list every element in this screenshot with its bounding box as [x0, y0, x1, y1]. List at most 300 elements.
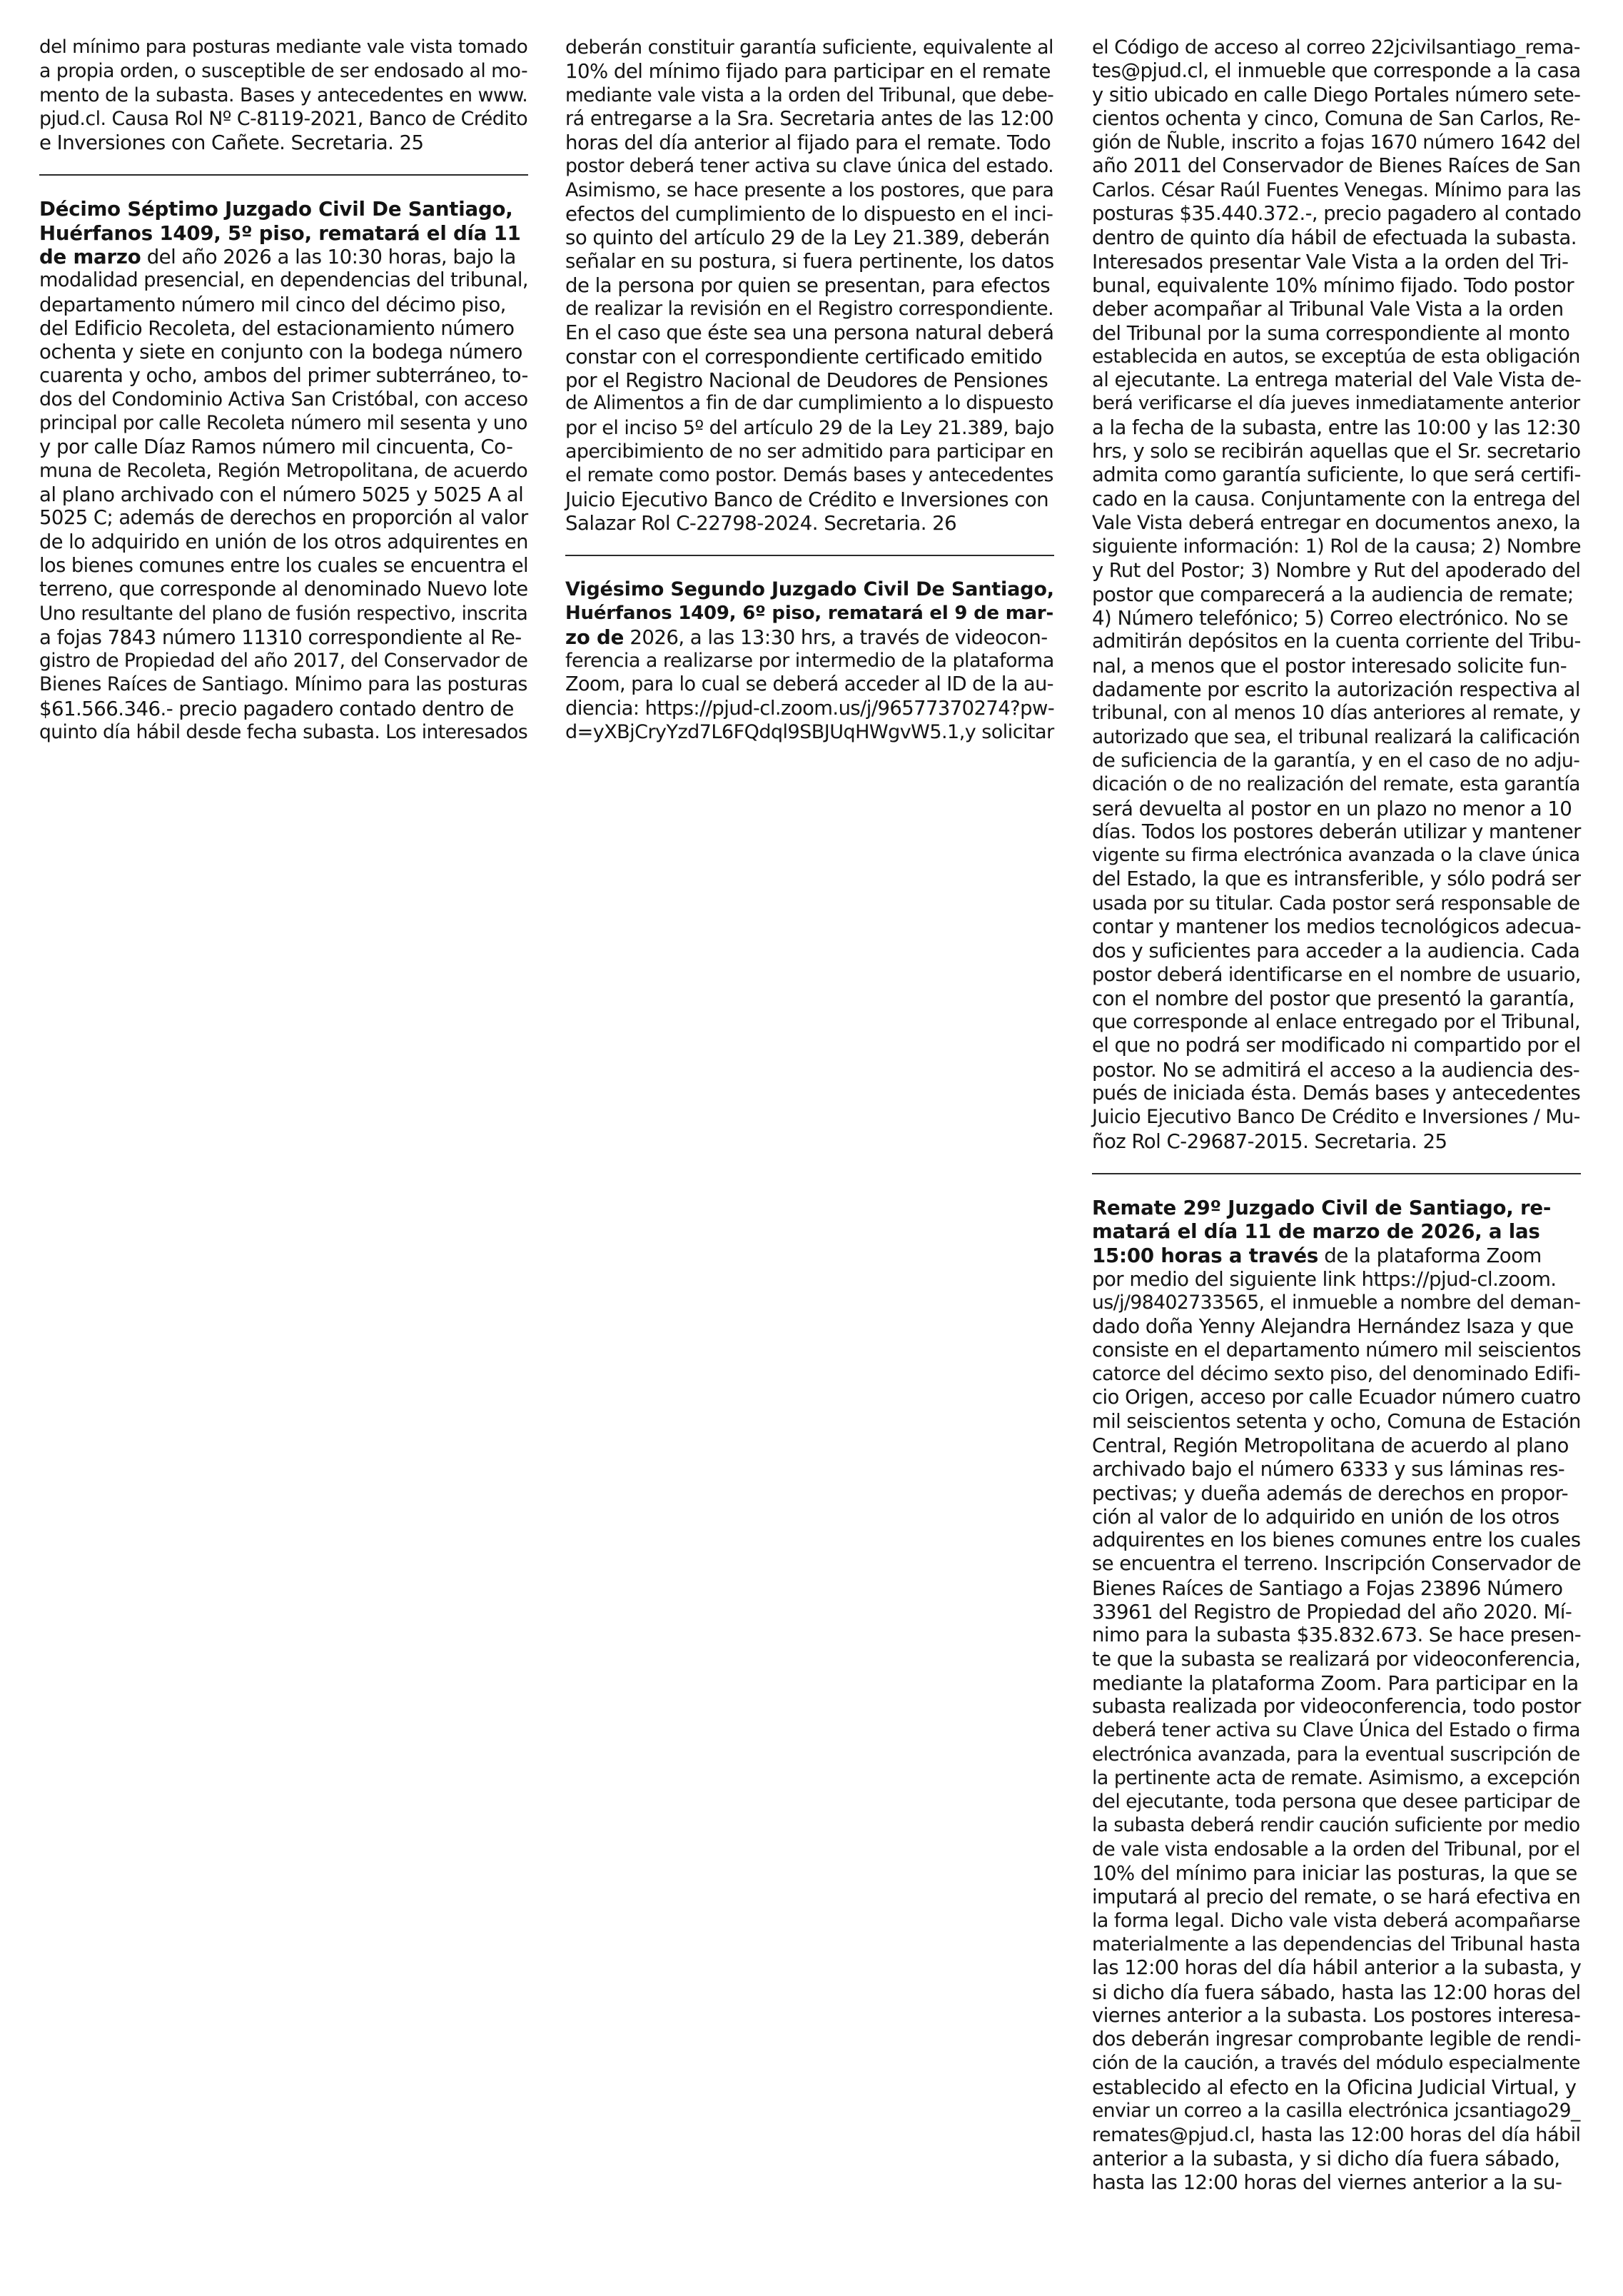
body-text: muna de Recoleta, Región Metropolitana, de acuerdo: [39, 459, 528, 482]
text-line: [1092, 2004, 1581, 2028]
body-text: pués de iniciada ésta. Demás bases y antecedentes: [1092, 1082, 1581, 1105]
body-text: us/j/98402733565, el inmueble a nombre del deman-: [1092, 1292, 1581, 1314]
body-text: mediante vale vista a la orden del Tribunal, que debe-: [565, 84, 1054, 106]
text-line: [1092, 1600, 1581, 1623]
text-line: [1092, 1505, 1581, 1529]
text-line: [39, 293, 528, 316]
body-text: pjud.cl. Causa Rol Nº C-8119-2021, Banco de Crédito: [39, 107, 528, 130]
body-text: mento de la subasta. Bases y antecedentes en www.: [39, 84, 528, 106]
body-text: Bienes Raíces de Santiago. Mínimo para las posturas: [39, 673, 527, 696]
legal-notice: [565, 36, 1054, 535]
body-text: nimo para la subasta $35.832.673. Se hace presen-: [1092, 1623, 1582, 1647]
body-text: adquirentes en los bienes comunes entre los cuales: [1092, 1529, 1581, 1552]
body-text: será devuelta al postor en un plazo no menor a 10: [1092, 796, 1572, 820]
column-middle: [565, 36, 1054, 744]
body-text: posturas $35.440.372.-, precio pagadero al contado: [1092, 203, 1582, 226]
body-text: el remate como postor. Demás bases y antecedentes: [565, 464, 1053, 487]
body-text: señalar en su postura, si fuera pertinente, los datos: [565, 249, 1054, 273]
text-line: [565, 250, 1054, 273]
text-line: [39, 131, 528, 154]
body-text: anterior a la subasta, y si dicho día fuera sábado,: [1092, 2146, 1560, 2170]
body-text: dicación o de no realización del remate, esta garantía: [1092, 773, 1580, 796]
body-text: la subasta deberá rendir caución suficiente por medio: [1092, 1814, 1580, 1836]
body-text: viernes anterior a la subasta. Los postores interesa-: [1092, 2004, 1581, 2028]
text-line: [39, 625, 528, 649]
text-line: [1092, 1695, 1581, 1718]
body-text: del mínimo para posturas mediante vale vista tomado: [39, 36, 528, 58]
text-line: [1092, 1909, 1581, 1933]
text-line: [1092, 1267, 1581, 1291]
body-text: Vale Vista deberá entregar en documentos anexo, la: [1092, 511, 1581, 534]
text-line: [39, 459, 528, 483]
body-text: de suficiencia de la garantía, y en el caso de no adju-: [1092, 749, 1580, 772]
text-line: [565, 368, 1054, 392]
body-text: dentro de quinto día hábil de efectuada la subasta.: [1092, 226, 1577, 250]
text-line: [1092, 559, 1581, 583]
body-text: ochenta y siete en conjunto con la bodega número: [39, 340, 522, 364]
text-line: [1092, 1034, 1581, 1057]
text-line: [1092, 678, 1581, 701]
text-line: [565, 440, 1054, 463]
body-text: de lo adquirido en unión de los otros adquirentes en: [39, 530, 528, 553]
text-line: [565, 226, 1054, 249]
body-text: dos y suficientes para acceder a la audiencia. Cada: [1092, 939, 1580, 963]
body-text: vigente su firma electrónica avanzada o la clave única: [1092, 845, 1580, 867]
body-text: nal, a menos que el postor interesado solicite fun-: [1092, 653, 1567, 678]
body-text: y sitio ubicado en calle Diego Portales número sete-: [1092, 84, 1581, 106]
text-line: [39, 59, 528, 83]
text-line: [1092, 987, 1581, 1010]
text-line: [1092, 2028, 1581, 2051]
text-line: [565, 416, 1054, 440]
text-line: [1092, 321, 1581, 345]
legal-notice: [39, 197, 528, 744]
text-line: [1092, 915, 1581, 939]
text-line: [39, 483, 528, 506]
text-line: [1092, 416, 1581, 440]
body-text: dos del Condominio Activa San Cristóbal, con acceso: [39, 388, 528, 411]
notice-heading-text: zo de: [565, 625, 625, 649]
body-text: por el inciso 5º del artículo 29 de la Ley 21.389, bajo: [565, 416, 1054, 439]
text-line: [1092, 1196, 1581, 1219]
body-text: mil seiscientos setenta y ocho, Comuna de Estación: [1092, 1410, 1581, 1433]
text-line: [1092, 2099, 1581, 2123]
body-text: el que no podrá ser modificado ni compartido por el: [1092, 1034, 1581, 1057]
text-line: [1092, 463, 1581, 487]
text-line: [39, 435, 528, 458]
body-text: de realizar la revisión en el Registro correspondiente.: [565, 298, 1054, 321]
body-text: al plano archivado con el número 5025 y 5025 A al: [39, 483, 524, 507]
text-line: [1092, 368, 1581, 392]
text-line: [39, 554, 528, 578]
text-line: [565, 107, 1054, 131]
legal-notice: [1092, 1196, 1581, 2194]
text-line: [565, 131, 1054, 154]
text-line: [39, 388, 528, 411]
body-text: 5025 C; además de derechos en proporción al valor: [39, 506, 528, 530]
body-text: y Rut del Postor; 3) Nombre y Rut del apoderado del: [1092, 559, 1581, 582]
body-text: apercibimiento de no ser admitido para participar en: [565, 440, 1054, 463]
text-line: [1092, 749, 1581, 772]
body-text: diencia: https://pjud-cl.zoom.us/j/96577370274?pw-: [565, 697, 1055, 720]
body-text: postor deberá tener activa su clave única del estado.: [565, 155, 1054, 178]
body-text: admita como garantía suficiente, lo que será certifi-: [1092, 464, 1581, 487]
body-text: catorce del décimo sexto piso, del denominado Edifi-: [1092, 1363, 1581, 1386]
text-line: [1092, 1058, 1581, 1082]
text-line: [1092, 1576, 1581, 1600]
text-line: [1092, 1244, 1581, 1267]
text-line: [1092, 606, 1581, 630]
text-line: [565, 649, 1054, 673]
text-line: [565, 602, 1054, 625]
body-text: rá entregarse a la Sra. Secretaria antes de las 12:00: [565, 107, 1054, 130]
body-text: hasta las 12:00 horas del viernes anterior a la su-: [1092, 2170, 1562, 2195]
body-text: cio Origen, acceso por calle Ecuador número cuatro: [1092, 1386, 1581, 1409]
text-line: [1092, 772, 1581, 796]
text-line: [39, 84, 528, 107]
body-text: y por calle Díaz Ramos número mil cincuenta, Co-: [39, 435, 513, 459]
text-line: [1092, 1410, 1581, 1434]
text-line: [39, 36, 528, 59]
column-right: [1092, 36, 1581, 2194]
text-line: [1092, 844, 1581, 867]
legal-notice: [565, 578, 1054, 744]
text-line: [565, 297, 1054, 321]
text-line: [1092, 392, 1581, 416]
body-text: $61.566.346.- precio pagadero contado dentro de: [39, 696, 514, 720]
text-line: [1092, 1386, 1581, 1409]
text-line: [39, 506, 528, 530]
body-text: te que la subasta se realizará por videoconferencia,: [1092, 1647, 1581, 1671]
text-line: [39, 316, 528, 340]
text-line: [1092, 820, 1581, 844]
notice-heading-text: Huérfanos 1409, 5º piso, rematará el día 11: [39, 221, 521, 245]
text-line: [565, 154, 1054, 178]
text-line: [1092, 84, 1581, 107]
text-line: [1092, 535, 1581, 558]
body-text: de vale vista endosable a la orden del Tribunal, por el: [1092, 1838, 1580, 1861]
text-line: [565, 36, 1054, 59]
body-text: gistro de Propiedad del año 2017, del Conservador de: [39, 650, 528, 673]
body-text: de Alimentos a fin de dar cumplimiento a lo dispuesto: [565, 393, 1053, 415]
body-text: Central, Región Metropolitana de acuerdo al plano: [1092, 1433, 1569, 1457]
text-line: [1092, 1885, 1581, 1909]
text-line: [1092, 1434, 1581, 1457]
body-text: pectivas; y dueña además de derechos en propor-: [1092, 1481, 1569, 1505]
body-text: establecida en autos, se exceptúa de esta obligación: [1092, 345, 1580, 368]
text-line: [1092, 867, 1581, 891]
text-line: [1092, 1129, 1581, 1153]
body-text: departamento número mil cinco del décimo piso,: [39, 292, 506, 316]
text-line: [1092, 1766, 1581, 1790]
body-text: materialmente a las dependencias del Tribunal hasta: [1092, 1933, 1581, 1956]
body-text: por el Registro Nacional de Deudores de Pensiones: [565, 368, 1048, 393]
text-line: [39, 697, 528, 720]
body-text: con el nombre del postor que presentó la garantía,: [1092, 986, 1574, 1010]
text-line: [1092, 107, 1581, 131]
body-text: remates@pjud.cl, hasta las 12:00 horas del día hábil: [1092, 2123, 1581, 2146]
text-line: [1092, 583, 1581, 606]
text-line: [39, 107, 528, 131]
body-text: del Estado, la que es intransferible, y sólo podrá ser: [1092, 868, 1581, 891]
text-line: [1092, 59, 1581, 83]
text-line: [1092, 1457, 1581, 1481]
body-text: del año 2026 a las 10:30 horas, bajo la: [141, 245, 516, 269]
body-text: Juicio Ejecutivo Banco De Crédito e Inversiones / Mu-: [1092, 1106, 1580, 1129]
text-line: [39, 364, 528, 388]
body-text: constar con el correspondiente certificado emitido: [565, 344, 1043, 368]
body-text: quinto día hábil desde fecha subasta. Los interesados: [39, 721, 528, 744]
text-line: [1092, 131, 1581, 154]
text-line: [39, 649, 528, 673]
body-text: al ejecutante. La entrega material del Vale Vista de-: [1092, 369, 1582, 392]
text-line: [565, 84, 1054, 107]
text-line: [1092, 154, 1581, 178]
body-text: imputará al precio del remate, o se hará efectiva en: [1092, 1885, 1581, 1908]
text-line: [39, 602, 528, 625]
body-text: ción al valor de lo adquirido en unión de los otros: [1092, 1504, 1559, 1529]
legal-notice: [39, 36, 528, 154]
text-line: [39, 720, 528, 744]
body-text: Zoom, para lo cual se deberá acceder al ID de la au-: [565, 673, 1053, 696]
text-line: [565, 321, 1054, 345]
text-line: [1092, 1718, 1581, 1742]
text-line: [1092, 488, 1581, 511]
body-text: admitirán depósitos en la cuenta corriente del Tribu-: [1092, 630, 1581, 653]
body-text: tribunal, con al menos 10 días anteriores al remate, y: [1092, 702, 1581, 725]
text-line: [565, 673, 1054, 696]
body-text: días. Todos los postores deberán utilizar y mantener: [1092, 820, 1581, 843]
text-line: [1092, 892, 1581, 915]
body-text: Carlos. César Raúl Fuentes Venegas. Mínimo para las: [1092, 178, 1581, 201]
text-line: [565, 578, 1054, 601]
body-text: cientos ochenta y cinco, Comuna de San Carlos, Re-: [1092, 107, 1581, 130]
body-text: Interesados presentar Vale Vista a la orden del Tri-: [1092, 249, 1569, 273]
body-text: d=yXBjCryYzd7L6FQdql9SBJUqHWgvW5.1,y solicitar: [565, 721, 1054, 744]
body-text: de la plataforma Zoom: [1318, 1243, 1542, 1267]
body-text: so quinto del artículo 29 de la Ley 21.389, deberán: [565, 226, 1050, 250]
body-text: postor que comparecerá a la audiencia de remate;: [1092, 582, 1574, 606]
notice-divider: [39, 174, 528, 176]
text-line: [39, 221, 528, 245]
body-text: establecido al efecto en la Oficina Judicial Virtual, y: [1092, 2075, 1577, 2099]
body-text: siguiente información: 1) Rol de la causa; 2) Nombre: [1092, 535, 1581, 558]
body-text: bunal, equivalente 10% mínimo fijado. Todo postor: [1092, 273, 1574, 297]
body-text: 33961 del Registro de Propiedad del año 2020. Mí-: [1092, 1600, 1572, 1623]
body-text: dos deberán ingresar comprobante legible de rendi-: [1092, 2028, 1581, 2051]
notice-heading-text: Huérfanos 1409, 6º piso, rematará el 9 de mar-: [565, 602, 1054, 624]
text-line: [1092, 297, 1581, 321]
notice-heading-text: Décimo Séptimo Juzgado Civil De Santiago,: [39, 197, 513, 221]
text-line: [1092, 1933, 1581, 1956]
body-text: que corresponde al enlace entregado por el Tribunal,: [1092, 1011, 1581, 1034]
body-text: 10% del mínimo para iniciar las posturas, la que se: [1092, 1861, 1577, 1885]
body-text: hrs, y solo se recibirán aquellas que el Sr. secretario: [1092, 440, 1581, 463]
body-text: enviar un correo a la casilla electrónica jcsantiago29_: [1092, 2100, 1580, 2123]
text-line: [1092, 1529, 1581, 1552]
body-text: consiste en el departamento número mil seiscientos: [1092, 1339, 1581, 1361]
text-line: [1092, 1010, 1581, 1034]
text-line: [39, 268, 528, 292]
body-text: ción de la caución, a través del módulo especialmente: [1092, 2052, 1580, 2074]
text-line: [1092, 2075, 1581, 2099]
text-line: [1092, 36, 1581, 59]
text-line: [39, 245, 528, 268]
body-text: deber acompañar al Tribunal Vale Vista a la orden: [1092, 297, 1564, 321]
body-text: a fojas 7843 número 11310 correspondiente al Re-: [39, 625, 522, 649]
text-line: [1092, 654, 1581, 678]
body-text: cado en la causa. Conjuntamente con la entrega del: [1092, 488, 1581, 510]
text-line: [1092, 1623, 1581, 1647]
body-text: deberá tener activa su Clave Única del Estado o firma: [1092, 1719, 1580, 1742]
body-text: efectos del cumplimiento de lo dispuesto en el inci-: [565, 202, 1053, 226]
text-line: [565, 463, 1054, 487]
body-text: de la persona por quien se presentan, para efectos: [565, 273, 1051, 297]
body-text: archivado bajo el número 6333 y sus láminas res-: [1092, 1457, 1565, 1481]
body-text: del ejecutante, toda persona que desee participar de: [1092, 1791, 1580, 1813]
text-line: [1092, 1105, 1581, 1129]
text-line: [1092, 1339, 1581, 1362]
text-line: [565, 273, 1054, 297]
body-text: los bienes comunes entre los cuales se encuentra el: [39, 554, 529, 577]
body-text: se encuentra el terreno. Inscripción Conservador de: [1092, 1553, 1581, 1576]
body-text: la forma legal. Dicho vale vista deberá acompañarse: [1092, 1909, 1580, 1932]
text-line: [1092, 939, 1581, 962]
text-line: [1092, 2170, 1581, 2194]
text-line: [1092, 178, 1581, 202]
text-line: [565, 345, 1054, 368]
text-line: [39, 673, 528, 696]
body-text: principal por calle Recoleta número mil sesenta y uno: [39, 412, 527, 435]
text-line: [1092, 1362, 1581, 1386]
body-text: Uno resultante del plano de fusión respectivo, inscrita: [39, 602, 528, 625]
text-line: [1092, 1956, 1581, 1980]
text-line: [1092, 1552, 1581, 1576]
body-text: a propia orden, o susceptible de ser endosado al mo-: [39, 60, 528, 83]
text-line: [565, 625, 1054, 649]
notice-divider: [1092, 1173, 1581, 1174]
text-line: [1092, 1648, 1581, 1671]
text-line: [1092, 1671, 1581, 1695]
body-text: 2026, a las 13:30 hrs, a través de videocon-: [624, 625, 1048, 649]
text-line: [565, 59, 1054, 83]
body-text: Salazar Rol C-22798-2024. Secretaria. 26: [565, 510, 957, 535]
text-line: [1092, 2123, 1581, 2147]
text-line: [1092, 1980, 1581, 2004]
text-line: [565, 697, 1054, 720]
text-line: [39, 530, 528, 554]
text-line: [1092, 725, 1581, 749]
text-line: [565, 202, 1054, 226]
body-text: usada por su titular. Cada postor será responsable de: [1092, 892, 1580, 915]
body-text: subasta realizada por videoconferencia, todo postor: [1092, 1696, 1581, 1718]
text-line: [1092, 1790, 1581, 1813]
text-line: [1092, 1082, 1581, 1105]
body-text: electrónica avanzada, para la eventual suscripción de: [1092, 1743, 1580, 1766]
body-text: del Edificio Recoleta, del estacionamiento número: [39, 316, 515, 340]
body-text: berá verificarse el día jueves inmediatamente anterior: [1092, 393, 1580, 415]
text-line: [39, 578, 528, 601]
body-text: Juicio Ejecutivo Banco de Crédito e Inversiones con: [565, 487, 1049, 511]
body-text: contar y mantener los medios tecnológicos adecua-: [1092, 915, 1582, 938]
body-text: la pertinente acta de remate. Asimismo, a excepción: [1092, 1767, 1580, 1790]
text-line: [1092, 250, 1581, 273]
body-text: el Código de acceso al correo 22jcivilsantiago_rema-: [1092, 36, 1580, 59]
body-text: ñoz Rol C-29687-2015. Secretaria. 25: [1092, 1129, 1447, 1153]
body-text: 4) Número telefónico; 5) Correo electrónico. No se: [1092, 606, 1568, 630]
body-text: terreno, que corresponde al denominado Nuevo lote: [39, 578, 528, 601]
text-line: [1092, 1814, 1581, 1838]
text-line: [1092, 1291, 1581, 1314]
text-line: [1092, 1861, 1581, 1885]
body-text: 10% del mínimo fijado para participar en el remate: [565, 59, 1051, 84]
body-text: En el caso que éste sea una persona natural deberá: [565, 321, 1054, 344]
body-text: Bienes Raíces de Santiago a Fojas 23896 Número: [1092, 1576, 1563, 1600]
body-text: mediante la plataforma Zoom. Para participar en la: [1092, 1671, 1579, 1695]
body-text: dadamente por escrito la autorización respectiva al: [1092, 678, 1580, 702]
notice-heading-text: Vigésimo Segundo Juzgado Civil De Santiago,: [565, 578, 1054, 601]
text-line: [1092, 1743, 1581, 1766]
text-line: [1092, 2147, 1581, 2170]
body-text: postor. No se admitirá el acceso a la audiencia des-: [1092, 1057, 1580, 1082]
body-text: gión de Ñuble, inscrito a fojas 1670 número 1642 del: [1092, 131, 1581, 154]
text-line: [39, 197, 528, 221]
notice-heading-text: matará el día 11 de marzo de 2026, a las: [1092, 1219, 1540, 1244]
notice-divider: [565, 555, 1054, 556]
body-text: del Tribunal por la suma correspondiente al monto: [1092, 321, 1570, 345]
body-text: las 12:00 horas del día hábil anterior a la subasta, y: [1092, 1957, 1582, 1980]
body-text: tes@pjud.cl, el inmueble que corresponde a la casa: [1092, 59, 1581, 83]
text-line: [1092, 1481, 1581, 1505]
notice-heading-text: 15:00 horas a través: [1092, 1243, 1319, 1267]
text-line: [1092, 963, 1581, 987]
text-line: [39, 411, 528, 435]
body-text: Asimismo, se hace presente a los postores, que para: [565, 178, 1054, 201]
text-line: [1092, 511, 1581, 535]
body-text: a la fecha de la subasta, entre las 10:00 y las 12:30: [1092, 416, 1581, 439]
body-text: modalidad presencial, en dependencias del tribunal,: [39, 269, 528, 292]
text-line: [1092, 273, 1581, 297]
text-line: [1092, 2052, 1581, 2075]
body-text: por medio del siguiente link https://pjud-cl.zoom.: [1092, 1267, 1557, 1291]
text-line: [565, 511, 1054, 535]
notice-heading-text: de marzo: [39, 245, 141, 269]
text-line: [1092, 1314, 1581, 1338]
text-line: [1092, 797, 1581, 820]
text-line: [1092, 345, 1581, 368]
text-line: [1092, 202, 1581, 226]
body-text: horas del día anterior al fijado para el remate. Todo: [565, 131, 1051, 155]
body-text: año 2011 del Conservador de Bienes Raíces de San: [1092, 154, 1581, 178]
text-line: [565, 720, 1054, 744]
text-line: [1092, 1219, 1581, 1243]
text-line: [1092, 701, 1581, 725]
body-text: autorizado que sea, el tribunal realizará la calificación: [1092, 725, 1580, 748]
body-text: ferencia a realizarse por intermedio de la plataforma: [565, 650, 1054, 673]
text-line: [1092, 226, 1581, 249]
column-left: [39, 36, 528, 744]
text-line: [565, 488, 1054, 511]
text-line: [39, 340, 528, 363]
notice-heading-text: Remate 29º Juzgado Civil de Santiago, re-: [1092, 1195, 1552, 1219]
text-line: [1092, 1838, 1581, 1861]
body-text: e Inversiones con Cañete. Secretaria. 25: [39, 131, 424, 155]
text-line: [565, 178, 1054, 202]
body-text: postor deberá identificarse en el nombre de usuario,: [1092, 963, 1581, 986]
text-line: [565, 392, 1054, 416]
body-text: dado doña Yenny Alejandra Hernández Isaza y que: [1092, 1314, 1574, 1339]
body-text: si dicho día fuera sábado, hasta las 12:00 horas del: [1092, 1980, 1581, 2004]
